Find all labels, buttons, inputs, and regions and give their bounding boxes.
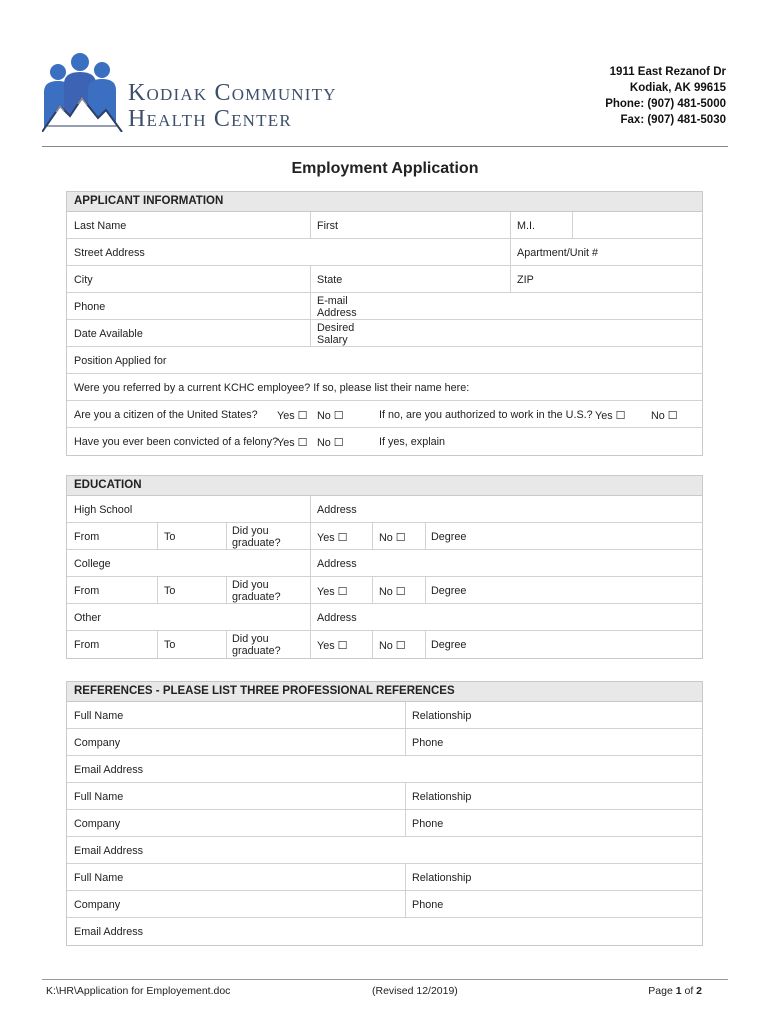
revision-date: (Revised 12/2019) [372, 985, 458, 997]
reference-email-row [67, 756, 702, 783]
header-divider [42, 146, 728, 147]
company-label: Company [74, 737, 121, 749]
email-label: Email Address [74, 764, 144, 776]
high-school-address-label: Address [317, 504, 357, 516]
email-label: Email Address [74, 926, 144, 938]
fax-number: Fax: (907) 481-5030 [620, 114, 726, 126]
college-label: College [74, 558, 111, 570]
phone-label: Phone [412, 899, 444, 911]
address-block [605, 64, 726, 128]
to-label: To [164, 531, 176, 543]
high-school-label: High School [74, 504, 133, 516]
desired-salary-label: Desired Salary [317, 322, 355, 346]
college-address-label: Address [317, 558, 357, 570]
file-path: K:\HR\Application for Employement.doc [46, 985, 231, 997]
phone-row [67, 293, 702, 320]
relationship-label: Relationship [412, 710, 472, 722]
first-name-label: First [317, 220, 338, 232]
phone-number: Phone: (907) 481-5000 [605, 98, 726, 110]
section-heading: EDUCATION [67, 476, 702, 496]
felony-no-checkbox[interactable]: No ☐ [317, 437, 344, 449]
education-section [66, 475, 703, 659]
graduate-yes-checkbox[interactable]: Yes ☐ [317, 532, 348, 544]
other-school-row [67, 604, 702, 631]
name-row [67, 212, 702, 239]
reference-name-row [67, 864, 702, 891]
street-address-label: Street Address [74, 247, 145, 259]
graduate-label: Did you graduate? [232, 633, 281, 657]
graduate-label: Did you graduate? [232, 525, 281, 549]
company-label: Company [74, 818, 121, 830]
graduate-no-checkbox[interactable]: No ☐ [379, 586, 406, 598]
date-available-row [67, 320, 702, 347]
references-section [66, 681, 703, 946]
graduate-label: Did you graduate? [232, 579, 281, 603]
position-row [67, 347, 702, 374]
graduate-no-checkbox[interactable]: No ☐ [379, 532, 406, 544]
relationship-label: Relationship [412, 872, 472, 884]
degree-label: Degree [431, 585, 467, 597]
reference-email-row [67, 918, 702, 945]
college-row [67, 550, 702, 577]
reference-name-row [67, 783, 702, 810]
authorized-yes-checkbox[interactable]: Yes ☐ [595, 410, 626, 422]
explain-label: If yes, explain [379, 436, 446, 448]
organization-name-line2: Health Center [128, 106, 292, 132]
full-name-label: Full Name [74, 791, 124, 803]
citizen-question: Are you a citizen of the United States? [74, 409, 258, 421]
city-state-zip: Kodiak, AK 99615 [629, 82, 726, 94]
citizen-row [67, 401, 702, 428]
reference-company-row [67, 810, 702, 837]
felony-yes-checkbox[interactable]: Yes ☐ [277, 437, 308, 449]
to-label: To [164, 585, 176, 597]
zip-label: ZIP [517, 274, 534, 286]
high-school-row [67, 496, 702, 523]
city-row [67, 266, 702, 293]
page-title: Employment Application [291, 160, 479, 177]
date-available-label: Date Available [74, 328, 143, 340]
section-heading: REFERENCES - PLEASE LIST THREE PROFESSIONAL REFERENCES [67, 682, 702, 702]
other-address-label: Address [317, 612, 357, 624]
graduate-yes-checkbox[interactable]: Yes ☐ [317, 586, 348, 598]
apartment-label: Apartment/Unit # [517, 247, 599, 259]
email-label: Email Address [74, 845, 144, 857]
phone-label: Phone [74, 301, 106, 313]
from-label: From [74, 531, 100, 543]
page-indicator: Page 1 of 2 [648, 985, 702, 997]
high-school-dates-row [67, 523, 702, 550]
degree-label: Degree [431, 639, 467, 651]
company-label: Company [74, 899, 121, 911]
page-number: 1 [675, 985, 682, 997]
phone-label: Phone [412, 737, 444, 749]
last-name-label: Last Name [74, 220, 127, 232]
from-label: From [74, 639, 100, 651]
felony-question: Have you ever been convicted of a felony? [74, 436, 279, 448]
section-heading: APPLICANT INFORMATION [67, 192, 702, 212]
other-dates-row [67, 631, 702, 658]
relationship-label: Relationship [412, 791, 472, 803]
degree-label: Degree [431, 531, 467, 543]
referral-question: Were you referred by a current KCHC employee? If so, please list their name here: [74, 382, 470, 394]
felony-row [67, 428, 702, 455]
to-label: To [164, 639, 176, 651]
organization-name-line1: Kodiak Community [128, 80, 337, 106]
email-label: E-mail Address [317, 295, 357, 319]
graduate-yes-checkbox[interactable]: Yes ☐ [317, 640, 348, 652]
reference-company-row [67, 729, 702, 756]
street-address: 1911 East Rezanof Dr [609, 66, 726, 78]
referral-row [67, 374, 702, 401]
phone-label: Phone [412, 818, 444, 830]
full-name-label: Full Name [74, 872, 124, 884]
authorized-no-checkbox[interactable]: No ☐ [651, 410, 678, 422]
people-mountain-logo-icon [42, 48, 126, 132]
citizen-no-checkbox[interactable]: No ☐ [317, 410, 344, 422]
from-label: From [74, 585, 100, 597]
graduate-no-checkbox[interactable]: No ☐ [379, 640, 406, 652]
footer-divider [42, 979, 728, 980]
page-total: 2 [696, 985, 702, 997]
applicant-information-section [66, 191, 703, 456]
reference-name-row [67, 702, 702, 729]
other-school-label: Other [74, 612, 102, 624]
position-label: Position Applied for [74, 355, 167, 367]
citizen-yes-checkbox[interactable]: Yes ☐ [277, 410, 308, 422]
college-dates-row [67, 577, 702, 604]
reference-company-row [67, 891, 702, 918]
full-name-label: Full Name [74, 710, 124, 722]
street-row [67, 239, 702, 266]
state-label: State [317, 274, 343, 286]
authorized-question: If no, are you authorized to work in the U.S.? [379, 409, 593, 421]
city-label: City [74, 274, 93, 286]
reference-email-row [67, 837, 702, 864]
middle-initial-label: M.I. [517, 220, 535, 232]
